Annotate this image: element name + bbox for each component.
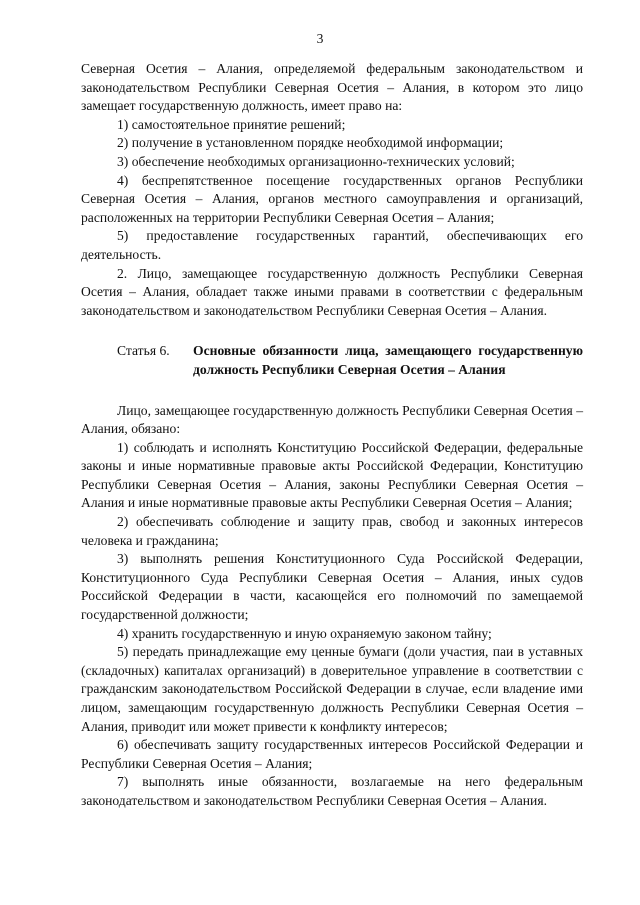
- duties-section: [81, 402, 583, 811]
- paragraph: 1) соблюдать и исполнять Конституцию Российской Федерации, федеральные законы и иные нормативные правовые акты Российской Федерации, Конституцию Республики Северная Осетия – Алания, законы Республики Северная Осетия – Алания и иные нормативные правовые акты Республики Северная Осетия – Алания;: [81, 439, 583, 511]
- paragraph: Лицо, замещающее государственную должность Республики Северная Осетия – Алания, обязано:: [81, 402, 583, 437]
- paragraph: 6) обеспечивать защиту государственных интересов Российской Федерации и Республики Северная Осетия – Алания;: [81, 737, 583, 771]
- paragraph: 2) обеспечивать соблюдение и защиту прав, свобод и законных интересов человека и гражданина;: [81, 514, 583, 548]
- article-number: Статья 6.: [117, 343, 170, 359]
- article-heading: [81, 342, 583, 379]
- paragraph: 4) беспрепятственное посещение государственных органов Республики Северная Осетия – Алания, органов местного самоуправления и организаций, расположенных на территории Республики Северная Осетия – Алания;: [81, 172, 583, 225]
- paragraph: 5) передать принадлежащие ему ценные бумаги (доли участия, паи в уставных (складочных) капиталах организаций) в доверительное управление в соответствии с гражданским законодательством Российской Федерации в случае, если владение ими лицом, замещающим государственную должность Республики Северная Осетия – Алания, приводит или может привести к конфликту интересов;: [81, 644, 583, 734]
- document-body: [81, 60, 583, 811]
- paragraph: 3) обеспечение необходимых организационно-технических условий;: [117, 153, 515, 169]
- paragraph: 3) выполнять решения Конституционного Суда Российской Федерации, Конституционного Суда Республики Северная Осетия – Алания, иных судов Российской Федерации в части, касающейся его полномочий по замещаемой государственной должности;: [81, 551, 583, 623]
- paragraph: 2. Лицо, замещающее государственную должность Республики Северная Осетия – Алания, обладает также иными правами в соответствии с федеральным законодательством и законодательством Республики Северная Осетия – Алания.: [81, 265, 583, 318]
- article-title: Основные обязанности лица, замещающего государственную должность Республики Северная Осетия – Алания: [193, 343, 583, 377]
- paragraph: Северная Осетия – Алания, определяемой федеральным законодательством и законодательством Республики Северная Осетия – Алания, в котором это лицо замещает государственную должность, имеет право на:: [81, 61, 583, 114]
- paragraph: 5) предоставление государственных гарантий, обеспечивающих его деятельность.: [81, 228, 583, 262]
- paragraph: 4) хранить государственную и иную охраняемую законом тайну;: [117, 625, 492, 641]
- rights-section: [81, 60, 583, 320]
- paragraph: 7) выполнять иные обязанности, возлагаемые на него федеральным законодательством и законодательством Республики Северная Осетия – Алания.: [81, 774, 583, 808]
- paragraph: 2) получение в установленном порядке необходимой информации;: [117, 135, 504, 151]
- paragraph: 1) самостоятельное принятие решений;: [117, 116, 346, 132]
- page-number: 3: [316, 31, 324, 46]
